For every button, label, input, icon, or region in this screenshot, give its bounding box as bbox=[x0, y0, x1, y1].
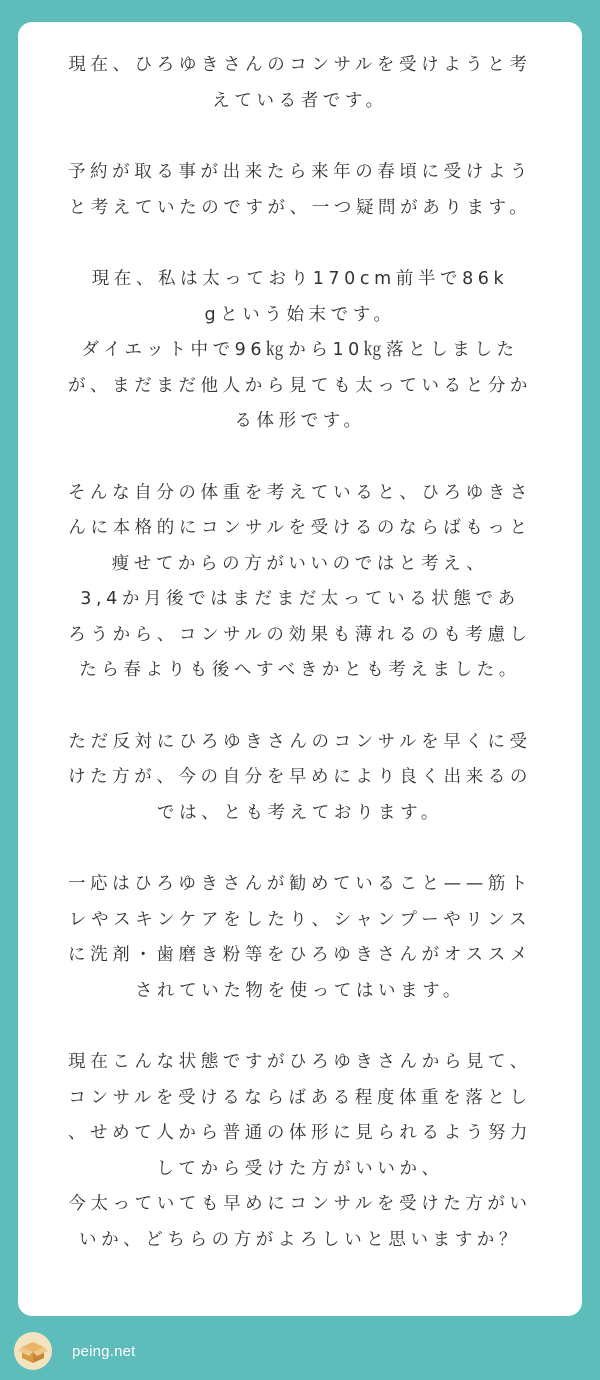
question-text bbox=[40, 48, 560, 1258]
question-card bbox=[18, 22, 582, 1316]
question-line: いか、どちらの方がよろしいと思いますか？ bbox=[79, 1229, 521, 1250]
paragraph-gap bbox=[40, 831, 560, 867]
question-line: 今太っていても早めにコンサルを受けた方がい bbox=[68, 1194, 532, 1214]
question-line: gという始末です。 bbox=[204, 304, 396, 325]
paragraph-gap bbox=[40, 1009, 560, 1045]
question-line: が、まだまだ他人から見ても太っていると分か bbox=[67, 375, 533, 396]
question-line: 現在、ひろゆきさんのコンサルを受けようと考 bbox=[68, 55, 532, 75]
question-line: してから受けた方がいいか、 bbox=[156, 1158, 444, 1179]
question-line: 一応はひろゆきさんが勧めていること——筋ト bbox=[67, 874, 533, 894]
question-line: けた方が、今の自分を早めにより良く出来るの bbox=[67, 767, 533, 787]
question-line: 現在こんな状態ですがひろゆきさんから見て、 bbox=[68, 1052, 532, 1072]
question-line: されていた物を使ってはいます。 bbox=[134, 980, 466, 1001]
question-line: んに本格的にコンサルを受けるのならばもっと bbox=[68, 518, 532, 538]
question-line: る体形です。 bbox=[234, 411, 366, 431]
question-line: ダイエット中で96㎏から10㎏落としました bbox=[81, 340, 519, 360]
question-line: 痩せてからの方がいいのではと考え、 bbox=[111, 553, 489, 574]
question-line: 予約が取る事が出来たら来年の春頃に受けよう bbox=[67, 162, 533, 182]
question-line: そんな自分の体重を考えていると、ひろゆきさ bbox=[67, 482, 533, 503]
site-name[interactable]: peing.net bbox=[72, 1342, 136, 1360]
paragraph-gap bbox=[40, 440, 560, 476]
question-line: では、とも考えております。 bbox=[157, 802, 443, 823]
question-line: レやスキンケアをしたり、シャンプーやリンス bbox=[68, 909, 532, 930]
question-line: コンサルを受けるならばある程度体重を落とし bbox=[68, 1087, 532, 1108]
question-line: えている者です。 bbox=[212, 90, 388, 111]
footer bbox=[14, 1332, 136, 1370]
paragraph-gap bbox=[40, 119, 560, 155]
question-line: 3,4か月後ではまだまだ太っている状態であ bbox=[80, 589, 520, 609]
question-line: に洗剤・歯磨き粉等をひろゆきさんがオススメ bbox=[68, 945, 532, 965]
peing-box-icon bbox=[14, 1332, 52, 1370]
question-line: たら春よりも後へすべきかとも考えました。 bbox=[79, 660, 521, 680]
paragraph-gap bbox=[40, 689, 560, 725]
question-line: 現在、私は太っており170cm前半で86k bbox=[91, 269, 509, 289]
question-line: 、せめて人から普通の体形に見られるよう努力 bbox=[67, 1123, 533, 1143]
question-line: ろうから、コンサルの効果も薄れるのも考慮し bbox=[68, 624, 532, 645]
question-line: と考えていたのですが、一つ疑問があります。 bbox=[68, 197, 532, 218]
paragraph-gap bbox=[40, 226, 560, 262]
question-line: ただ反対にひろゆきさんのコンサルを早くに受 bbox=[68, 731, 532, 752]
